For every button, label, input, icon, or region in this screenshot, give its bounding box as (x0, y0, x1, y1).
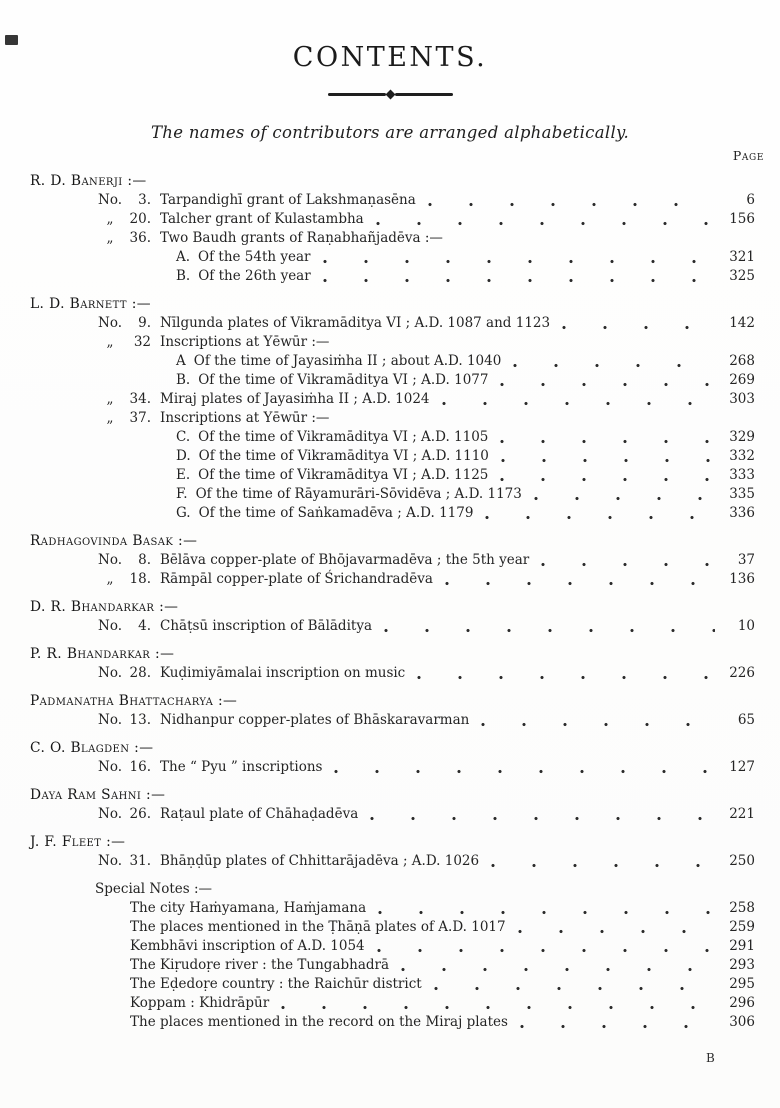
dot-leader (491, 863, 715, 868)
dot-leader (541, 562, 715, 567)
entry-number-label: No. (98, 853, 122, 870)
toc-row-entry (0, 210, 780, 229)
toc-entry-text: The “ Pyu ” inscriptions (160, 759, 323, 776)
toc-entry-text: L. D. Barnett :— (30, 296, 151, 313)
page-number: 306 (729, 1014, 755, 1031)
page-number: 325 (729, 268, 755, 285)
toc-entry-text: Chāṭsū inscription of Bālāditya (160, 618, 372, 635)
page-number: 333 (729, 467, 755, 484)
toc-entry-text: The city Haṁyamana, Haṁjamana (130, 900, 367, 917)
entry-number: 18. (129, 571, 151, 588)
dot-leader (500, 439, 715, 444)
dot-leader (376, 221, 715, 226)
dot-leader (485, 515, 715, 520)
toc-entry-text: Bēlāva copper-plate of Bhōjavarmadēva ; the 5th year (160, 552, 530, 569)
toc-row-entry (0, 852, 780, 871)
toc-entry-text: Daya Ram Sahni :— (30, 787, 166, 804)
toc-row-note (0, 899, 780, 918)
page-number: 321 (729, 249, 755, 266)
contents-subtitle: The names of contributors are arranged alphabetically. (151, 123, 629, 143)
toc-row-notes-heading (0, 880, 780, 899)
entry-number: 3. (138, 192, 151, 209)
toc-row-entry (0, 409, 780, 428)
entry-number: 37. (129, 410, 151, 427)
dot-leader (281, 1005, 715, 1010)
toc-row-entry (0, 758, 780, 777)
toc-row-entry (0, 191, 780, 210)
entry-number: 9. (138, 315, 151, 332)
dot-leader (377, 948, 715, 953)
entry-number-label: No. (98, 192, 122, 209)
toc-entry-text: The Kiṛudoṛe river : the Tungabhadrā (130, 957, 390, 974)
entry-number-label: „ (106, 211, 114, 228)
divider-ornament (0, 91, 780, 98)
page-title: CONTENTS. (292, 42, 488, 73)
dot-leader (445, 581, 715, 586)
page-number: 136 (729, 571, 755, 588)
toc-row-sub (0, 504, 780, 523)
dot-leader (378, 910, 715, 915)
subentry-letter: A. (176, 249, 191, 266)
dot-leader (384, 628, 715, 633)
page-column-header: Page (732, 148, 764, 164)
toc-row-note (0, 994, 780, 1013)
toc-entry-text: Inscriptions at Yēwūr :— (160, 410, 330, 427)
entry-number: 16. (129, 759, 151, 776)
toc-entry-text: The Eḍedoṛe country : the Raichūr district (130, 976, 422, 993)
subentry-letter: B. (176, 372, 191, 389)
dot-leader (518, 929, 715, 934)
toc-row-author (0, 786, 780, 805)
toc-entry-text: Of the 54th year (198, 249, 311, 266)
toc-entry-text: The places mentioned in the Ṭhāṇā plates of A.D. 1017 (130, 919, 506, 936)
toc-entry-text: Of the time of Jayasiṁha II ; about A.D. 1040 (193, 353, 502, 370)
toc-row-note (0, 1013, 780, 1032)
toc-row-entry (0, 570, 780, 589)
toc-entry-text: Tarpandighī grant of Lakshmaṇasēna (160, 192, 416, 209)
toc-entry-text: Nīlgunda plates of Vikramāditya VI ; A.D. 1087 and 1123 (160, 315, 551, 332)
dot-leader (481, 722, 715, 727)
entry-number-label: „ (106, 391, 114, 408)
toc-entry-text: Raṭaul plate of Chāhaḍadēva (160, 806, 359, 823)
page-number: 250 (729, 853, 755, 870)
toc-entry-text: P. R. Bhandarkar :— (30, 646, 175, 663)
toc-entry-text: Radhagovinda Basak :— (30, 533, 198, 550)
subentry-letter: B. (176, 268, 191, 285)
toc-row-entry (0, 711, 780, 730)
page-number: 303 (729, 391, 755, 408)
dot-leader (534, 496, 715, 501)
toc-entry-text: Kembhāvi inscription of A.D. 1054 (130, 938, 365, 955)
page-number: 296 (729, 995, 755, 1012)
entry-number: 20. (129, 211, 151, 228)
subentry-letter: A (176, 353, 186, 370)
entry-number-label: No. (98, 618, 122, 635)
dot-leader (501, 458, 715, 463)
toc-row-note (0, 975, 780, 994)
entry-number-label: No. (98, 712, 122, 729)
toc-list (0, 172, 780, 1032)
dot-leader (334, 769, 715, 774)
page-number: 10 (737, 618, 755, 635)
toc-row-sub (0, 466, 780, 485)
toc-row-sub (0, 248, 780, 267)
toc-entry-text: Of the time of Vikramāditya VI ; A.D. 1105 (198, 429, 489, 446)
toc-row-author (0, 833, 780, 852)
toc-entry-text: Of the time of Rāyamurāri-Sōvidēva ; A.D. 1173 (195, 486, 522, 503)
toc-row-author (0, 692, 780, 711)
toc-entry-text: The places mentioned in the record on the Miraj plates (130, 1014, 508, 1031)
dot-leader (500, 382, 715, 387)
toc-entry-text: Koppam : Khidrāpūr (130, 995, 270, 1012)
page-number: 226 (729, 665, 755, 682)
page-number: 37 (737, 552, 755, 569)
dot-leader (401, 967, 715, 972)
toc-entry-text: Of the time of Vikramāditya VI ; A.D. 1125 (198, 467, 489, 484)
entry-number: 32 (133, 334, 151, 351)
entry-number-label: „ (106, 571, 114, 588)
entry-number: 8. (138, 552, 151, 569)
dot-leader (434, 986, 715, 991)
entry-number: 13. (129, 712, 151, 729)
toc-entry-text: Of the time of Saṅkamadēva ; A.D. 1179 (198, 505, 474, 522)
entry-number-label: No. (98, 665, 122, 682)
toc-entry-text: Kuḍimiyāmalai inscription on music (160, 665, 406, 682)
page-number: 259 (729, 919, 755, 936)
page-number: 329 (729, 429, 755, 446)
subentry-letter: C. (176, 429, 191, 446)
dot-leader (417, 675, 715, 680)
page-number: 6 (746, 192, 755, 209)
dot-leader (428, 202, 715, 207)
toc-row-entry (0, 314, 780, 333)
toc-row-sub (0, 371, 780, 390)
toc-entry-text: Bhāṇḍūp plates of Chhittarājadēva ; A.D. 1026 (160, 853, 480, 870)
toc-entry-text: C. O. Blagden :— (30, 740, 154, 757)
toc-entry-text: Special Notes :— (95, 881, 213, 898)
toc-row-sub (0, 352, 780, 371)
dot-leader (370, 816, 715, 821)
toc-row-author (0, 739, 780, 758)
toc-entry-text: Nidhanpur copper-plates of Bhāskaravarman (160, 712, 470, 729)
dot-leader (513, 363, 715, 368)
dot-leader (562, 325, 715, 330)
page-number: 291 (729, 938, 755, 955)
dot-leader (500, 477, 715, 482)
toc-row-entry (0, 390, 780, 409)
subentry-letter: D. (176, 448, 191, 465)
entry-number: 26. (129, 806, 151, 823)
page-number: 269 (729, 372, 755, 389)
page-number: 156 (729, 211, 755, 228)
page-number: 332 (729, 448, 755, 465)
toc-entry-text: Miraj plates of Jayasiṁha II ; A.D. 1024 (160, 391, 430, 408)
toc-row-note (0, 918, 780, 937)
toc-entry-text: Rāmpāl copper-plate of Śrichandradēva (160, 571, 433, 588)
entry-number-label: No. (98, 759, 122, 776)
entry-number-label: No. (98, 315, 122, 332)
subentry-letter: F. (176, 486, 188, 503)
toc-row-author (0, 295, 780, 314)
page-number: 293 (729, 957, 755, 974)
entry-number: 28. (129, 665, 151, 682)
toc-entry-text: Padmanatha Bhattacharya :— (30, 693, 238, 710)
scan-artifact-mark (5, 35, 18, 45)
toc-row-author (0, 532, 780, 551)
divider-bar-right (395, 93, 453, 95)
toc-row-sub (0, 485, 780, 504)
subentry-letter: E. (176, 467, 191, 484)
toc-row-author (0, 172, 780, 191)
divider-diamond-icon (385, 90, 395, 100)
page-number: 142 (729, 315, 755, 332)
page-number: 65 (737, 712, 755, 729)
page-number: 221 (729, 806, 755, 823)
toc-row-entry (0, 664, 780, 683)
page-number: 258 (729, 900, 755, 917)
toc-row-sub (0, 428, 780, 447)
toc-row-note (0, 956, 780, 975)
toc-entry-text: J. F. Fleet :— (30, 834, 126, 851)
dot-leader (520, 1024, 715, 1029)
toc-entry-text: Talcher grant of Kulastambha (160, 211, 364, 228)
toc-entry-text: R. D. Banerji :— (30, 173, 147, 190)
divider-bar-left (328, 93, 386, 95)
printer-signature-mark: B (706, 1051, 715, 1065)
toc-entry-text: Two Baudh grants of Raṇabhañjadēva :— (160, 230, 443, 247)
toc-entry-text: D. R. Bhandarkar :— (30, 599, 179, 616)
dot-leader (442, 401, 715, 406)
page-number: 336 (729, 505, 755, 522)
entry-number: 4. (138, 618, 151, 635)
toc-entry-text: Inscriptions at Yēwūr :— (160, 334, 330, 351)
toc-row-entry (0, 333, 780, 352)
toc-row-sub (0, 447, 780, 466)
toc-row-sub (0, 267, 780, 286)
toc-row-entry (0, 617, 780, 636)
entry-number-label: No. (98, 806, 122, 823)
toc-entry-text: Of the time of Vikramāditya VI ; A.D. 1110 (198, 448, 489, 465)
entry-number: 31. (129, 853, 151, 870)
page-number: 268 (729, 353, 755, 370)
page-number: 295 (729, 976, 755, 993)
entry-number-label: „ (106, 410, 114, 427)
entry-number-label: No. (98, 552, 122, 569)
toc-row-author (0, 598, 780, 617)
subentry-letter: G. (176, 505, 191, 522)
toc-row-entry (0, 805, 780, 824)
entry-number-label: „ (106, 230, 114, 247)
dot-leader (323, 278, 715, 283)
toc-row-entry (0, 551, 780, 570)
toc-row-entry (0, 229, 780, 248)
entry-number: 36. (129, 230, 151, 247)
toc-row-note (0, 937, 780, 956)
toc-entry-text: Of the time of Vikramāditya VI ; A.D. 1077 (198, 372, 489, 389)
dot-leader (323, 259, 715, 264)
toc-entry-text: Of the 26th year (198, 268, 311, 285)
page-number: 127 (729, 759, 755, 776)
toc-row-author (0, 645, 780, 664)
entry-number-label: „ (106, 334, 114, 351)
page-number: 335 (729, 486, 755, 503)
entry-number: 34. (129, 391, 151, 408)
